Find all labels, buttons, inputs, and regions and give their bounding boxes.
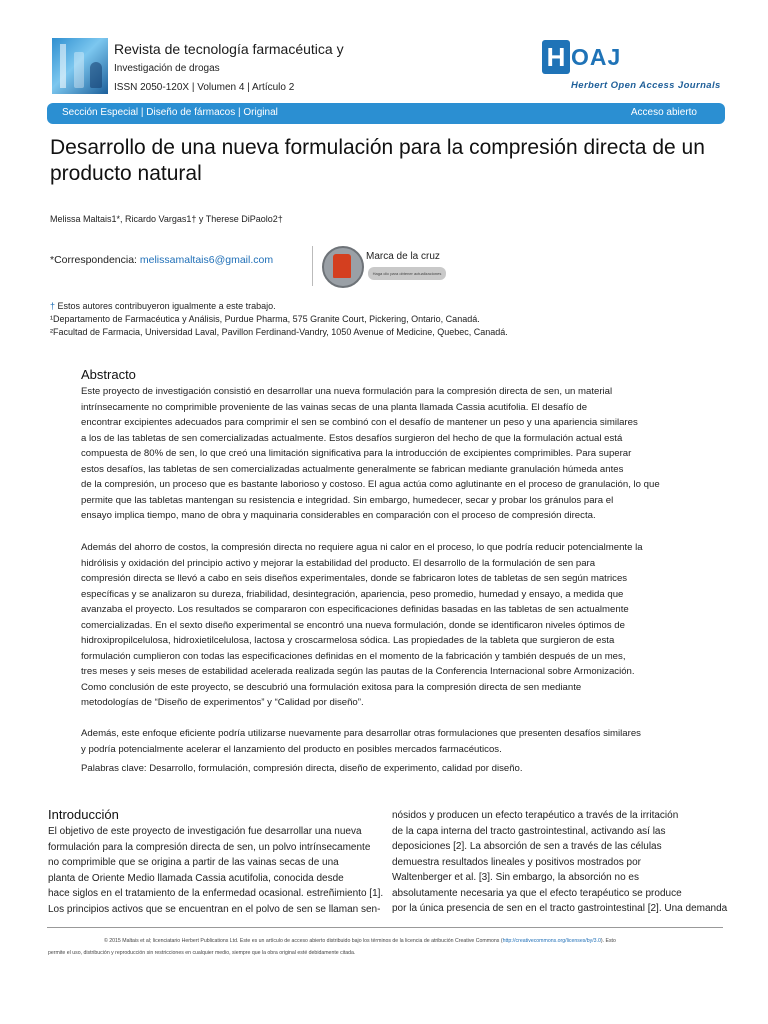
correspondence-email-link[interactable]: melissamaltais6@gmail.com — [139, 254, 274, 266]
publisher-tagline: Herbert Open Access Journals — [571, 80, 721, 91]
text-line: Este proyecto de investigación consistió en desarrollar una nueva formulación para la compresión directa de sen, un material — [81, 386, 613, 397]
issn-line: ISSN 2050-120X | Volumen 4 | Artículo 2 — [114, 82, 295, 93]
text-line: absolutamente necesaria ya que el efecto terapéutico se produce — [392, 887, 682, 899]
keywords: Palabras clave: Desarrollo, formulación, compresión directa, diseño de experimento, calidad por diseño. — [81, 763, 523, 774]
publisher-logo[interactable]: H — [542, 40, 570, 74]
abstract-heading: Abstracto — [81, 367, 136, 382]
crossmark-icon[interactable] — [322, 246, 364, 288]
text-line: y podría potencialmente acelerar el lanzamiento del producto en posibles mercados farmacéuticos. — [81, 743, 502, 755]
introduction-heading: Introducción — [48, 807, 119, 822]
text-line: demuestra resultados lineales y positivos mostrados por — [392, 856, 642, 868]
journal-subtitle: Investigación de drogas — [114, 63, 220, 74]
section-banner — [47, 103, 725, 124]
section-label[interactable]: Sección Especial | Diseño de fármacos | Original — [62, 107, 278, 118]
text-line: de la capa interna del tracto gastrointestinal, activando así las — [392, 825, 666, 837]
affiliation-text: Departamento de Farmacéutica y Análisis, Purdue Pharma, 575 Granite Court, Pickering, Ontario, Canadá. — [53, 314, 480, 324]
affiliation-mark: ¹ — [50, 314, 53, 324]
divider — [312, 246, 313, 286]
affiliation-text: Facultad de Farmacia, Universidad Laval, Pavillon Ferdinand-Vandry, 1050 Avenue of Medicine, Quebec, Canadá. — [53, 327, 508, 337]
text-line: Como conclusión de este proyecto, se descubrió una formulación exitosa para la compresión directa de sen mediante — [81, 681, 582, 693]
text-line: Además del ahorro de costos, la compresión directa no requiere agua ni calor en el proceso, lo que podría reducir potencialmente la — [81, 542, 643, 553]
text-line: compuesta de 80% de sen, lo que creó una limitación significativa para la introducción de excipientes comprimibles. Para superar — [81, 448, 632, 459]
license-footer — [48, 935, 668, 959]
text-line: de la compresión, un proceso que es bastante laborioso y costoso. El agua actúa como aglutinante en el proceso de granulación, lo que — [81, 479, 660, 490]
text-line: compresión directa se llevó a cabo en seis diseños experimentales, donde se fabricaron lotes de tabletas de sen según matrices — [81, 573, 628, 584]
text-line: estos desafíos, las tabletas de sen comercializadas actualmente generalmente se fabrican mediante granulación húmeda antes — [81, 463, 624, 475]
text-line: por la única presencia de sen en el tracto gastrointestinal [2]. Una demanda — [392, 903, 728, 914]
affiliation-1 — [50, 314, 480, 324]
correspondence-label: *Correspondencia: — [50, 254, 140, 266]
correspondence — [50, 254, 273, 266]
text-line: hidroxipropilcelulosa, hidroxietilcelulosa, lactosa y croscarmelosa sódica. Las propiedades de la tableta que surgieron de esta — [81, 635, 615, 646]
affiliation-2 — [50, 327, 508, 337]
license-link[interactable]: http://creativecommons.org/licenses/by/3.0 — [502, 938, 601, 944]
abstract-paragraph-3 — [81, 726, 681, 757]
text-line: El objetivo de este proyecto de investigación fue desarrollar una nueva — [48, 826, 362, 837]
text-line: a los de las tabletas de sen comercializadas actualmente. Estos desafíos surgieron del hecho de que la formulación actual está — [81, 432, 623, 444]
text-line: metodologías de “Diseño de experimentos” y “Calidad por diseño”. — [81, 697, 364, 708]
text-line: deposiciones [2]. La absorción de sen a través de las células — [392, 841, 662, 852]
abstract-paragraph-1 — [81, 384, 681, 524]
affiliation-mark: ² — [50, 327, 53, 337]
text-line: intrínsecamente no comprimible proveniente de las vainas secas de una planta llamada Cassia acutifolia. El desafío de — [81, 401, 588, 413]
publisher-logo-text: OAJ — [571, 44, 622, 70]
text-line: formulación cumplieron con todas las especificaciones definidas en el momento de la fabricación y también después de un mes, — [81, 650, 626, 662]
open-access-label[interactable]: Acceso abierto — [630, 107, 697, 118]
text-line: nósidos y producen un efecto terapéutico a través de la irritación — [392, 810, 679, 821]
text-line: hidrólisis y oxidación del principio activo y mejorar la estabilidad del producto. El desarrollo de la formulación de sen para — [81, 557, 596, 569]
text-line: avanzaba el proyecto. Los resultados se compararon con especificaciones definidas basadas en las tabletas de sen actualmente — [81, 604, 629, 615]
crossmark-update-button[interactable]: Haga clic para obtener actualizaciones — [368, 267, 446, 280]
article-title: Desarrollo de una nueva formulación para la compresión directa de un producto natural — [50, 136, 705, 185]
text-line: comercializadas. En el sexto diseño experimental se encontró una nueva formulación, donde se identificaron niveles óptimos de — [81, 619, 625, 631]
text-line: específicas y se analizaron su dureza, friabilidad, desintegración, apariencia, peso promedio, humedad y ensayo, a medida que — [81, 588, 624, 600]
license-text-2: permite el uso, distribución y reproducción sin restricciones en cualquier medio, siempre que la obra original esté debidamente citada. — [48, 950, 356, 956]
abstract-paragraph-2 — [81, 540, 681, 711]
introduction-right-column — [392, 808, 768, 917]
text-line: planta de Oriente Medio llamada Cassia acutifolia, conocida desde — [48, 872, 344, 884]
affiliation-equal-contrib — [50, 301, 276, 311]
license-text-end: ). Esto — [600, 938, 616, 944]
text-line: hace siglos en el tratamiento de la enfermedad ocasional. estreñimiento [1]. — [48, 888, 384, 899]
crossmark-label: Marca de la cruz — [366, 251, 440, 262]
journal-logo — [52, 38, 108, 94]
journal-title: Revista de tecnología farmacéutica y — [114, 41, 344, 57]
affiliation-text: Estos autores contribuyeron igualmente a este trabajo. — [55, 301, 276, 311]
introduction-left-column — [48, 824, 383, 917]
text-line: no comprimible que se origina a partir de las vainas secas de una — [48, 857, 339, 868]
text-line: Además, este enfoque eficiente podría utilizarse nuevamente para desarrollar otras formulaciones que presenten desafíos similares — [81, 728, 641, 739]
text-line: tres meses y seis meses de estabilidad acelerada realizada según las pautas de la Conferencia Internacional sobre Armonización. — [81, 666, 635, 677]
license-text: © 2015 Maltais et al; licenciatario Herbert Publications Ltd. Este es un artículo de acceso abierto distribuido bajo los términos de la licencia de atribución Creative Commons ( — [104, 938, 503, 944]
text-line: Los principios activos que se encuentran en el polvo de sen se llaman sen- — [48, 903, 381, 915]
text-line: ensayo implica tiempo, mano de obra y maquinaria considerables en comparación con el proceso de compresión directa. — [81, 510, 596, 521]
text-line: encontrar excipientes adecuados para comprimir el sen se combinó con el desafío de mantener un peso y una apariencia similares — [81, 417, 638, 428]
text-line: permite que las tabletas mantengan su resistencia e integridad. Sin embargo, humedecer, secar y probar los gránulos para el — [81, 494, 614, 506]
text-line: Waltenberger et al. [3]. Sin embargo, la absorción no es — [392, 872, 639, 883]
dagger-mark: † — [50, 301, 56, 311]
text-line: formulación para la compresión directa de sen, un polvo intrínsecamente — [48, 841, 371, 853]
footer-divider — [47, 927, 723, 928]
author-list: Melissa Maltais1*, Ricardo Vargas1† y Therese DiPaolo2† — [50, 214, 283, 224]
